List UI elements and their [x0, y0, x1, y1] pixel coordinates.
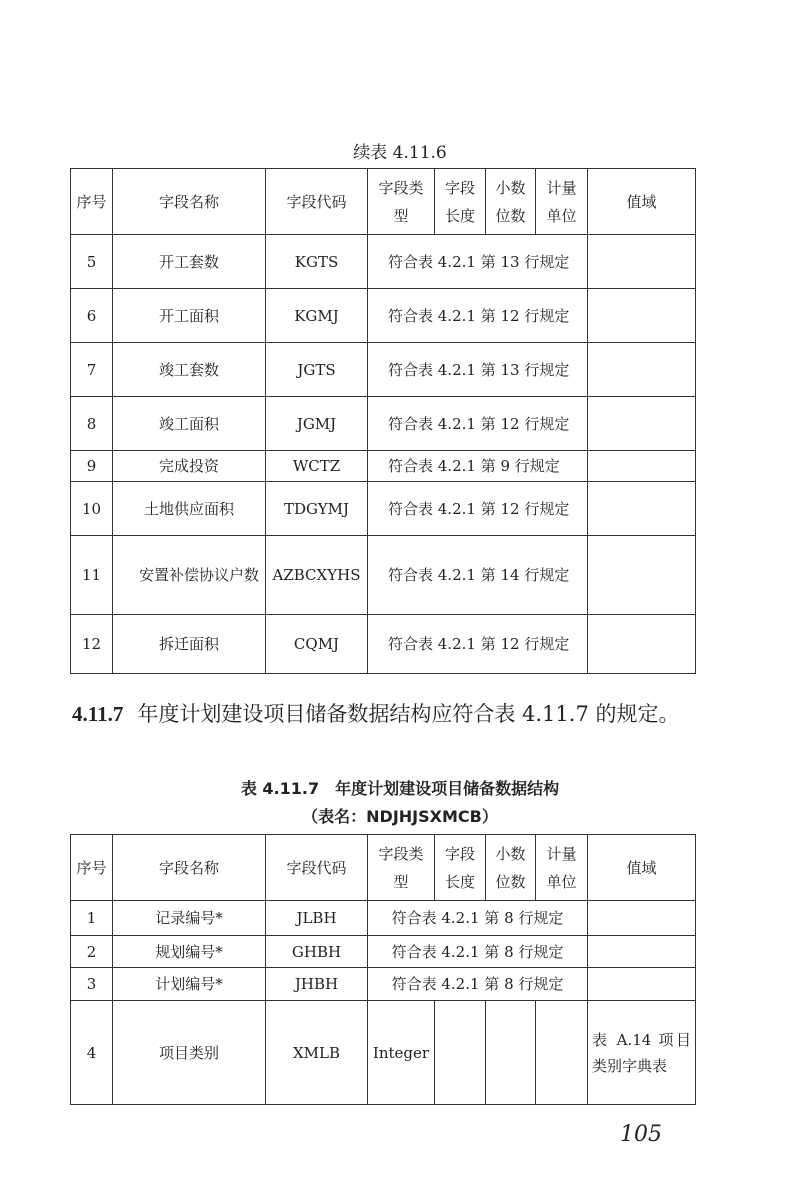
- table-cell: 符合表 4.2.1 第 12 行规定: [368, 397, 588, 451]
- table-cell: JGMJ: [266, 397, 368, 451]
- header-cell: 值域: [588, 835, 696, 901]
- table-cell: JHBH: [266, 968, 368, 1001]
- section-paragraph: [72, 696, 702, 732]
- table-cell: [588, 451, 696, 482]
- table-subcaption: （表名：NDJHJSXMCB）: [302, 807, 498, 826]
- table-row: [71, 1001, 696, 1105]
- table-cell: 2: [71, 936, 113, 968]
- table-cell: 计划编号*: [113, 968, 266, 1001]
- table-cell: CQMJ: [266, 615, 368, 674]
- table-cell: 符合表 4.2.1 第 12 行规定: [368, 482, 588, 536]
- section-number: 4.11.7: [72, 702, 124, 726]
- table-cell: 安置补偿协议户数: [113, 536, 266, 615]
- table-cell: 4: [71, 1001, 113, 1105]
- table-cell: 符合表 4.2.1 第 8 行规定: [368, 936, 588, 968]
- table-cell: [588, 936, 696, 968]
- table-cell: [536, 1001, 588, 1105]
- table-cell: 符合表 4.2.1 第 8 行规定: [368, 901, 588, 936]
- table-cell: 记录编号*: [113, 901, 266, 936]
- table-cell: 拆迁面积: [113, 615, 266, 674]
- table-cell: 5: [71, 235, 113, 289]
- table-row: [71, 482, 696, 536]
- table-cell: 3: [71, 968, 113, 1001]
- table-row: [71, 536, 696, 615]
- table-cell: 开工套数: [113, 235, 266, 289]
- table-cell: 项目类别: [113, 1001, 266, 1105]
- table-row: [71, 968, 696, 1001]
- table-4-11-7: [70, 834, 696, 1105]
- table-cell: 符合表 4.2.1 第 8 行规定: [368, 968, 588, 1001]
- table-cell: 6: [71, 289, 113, 343]
- table-cell: 规划编号*: [113, 936, 266, 968]
- table-caption: 续表 4.11.6: [353, 143, 447, 163]
- page-number: 105: [620, 1122, 662, 1147]
- header-cell: 序号: [71, 835, 113, 901]
- section-text: 年度计划建设项目储备数据结构应符合表 4.11.7 的规定。: [137, 702, 680, 726]
- table-cell: JGTS: [266, 343, 368, 397]
- table-cell: GHBH: [266, 936, 368, 968]
- header-cell: 计量单位: [536, 835, 588, 901]
- header-cell: 字段类型: [368, 169, 435, 235]
- table-cell: KGMJ: [266, 289, 368, 343]
- table-cell: TDGYMJ: [266, 482, 368, 536]
- table-cell: [588, 397, 696, 451]
- table-header-row: [71, 835, 696, 901]
- table-cell: 9: [71, 451, 113, 482]
- table-cell: JLBH: [266, 901, 368, 936]
- header-cell: 值域: [588, 169, 696, 235]
- table-cell: 符合表 4.2.1 第 9 行规定: [368, 451, 588, 482]
- table-cell: 符合表 4.2.1 第 13 行规定: [368, 343, 588, 397]
- table-cell: 竣工面积: [113, 397, 266, 451]
- table-cell: 1: [71, 901, 113, 936]
- table-cell: 10: [71, 482, 113, 536]
- header-cell: 字段长度: [435, 169, 486, 235]
- table-cell: 开工面积: [113, 289, 266, 343]
- table-cell: 12: [71, 615, 113, 674]
- header-cell: 字段长度: [435, 835, 486, 901]
- header-cell: 计量单位: [536, 169, 588, 235]
- header-cell: 字段名称: [113, 169, 266, 235]
- table-cell: 竣工套数: [113, 343, 266, 397]
- table-cell: [588, 968, 696, 1001]
- table-caption: 表 4.11.7 年度计划建设项目储备数据结构: [240, 779, 560, 798]
- continued-table-4-11-6: [70, 168, 696, 674]
- table-cell: 完成投资: [113, 451, 266, 482]
- table-cell: 7: [71, 343, 113, 397]
- table-cell: [588, 615, 696, 674]
- header-cell: 字段名称: [113, 835, 266, 901]
- table-cell: 土地供应面积: [113, 482, 266, 536]
- table-header-row: [71, 169, 696, 235]
- table-cell: [588, 536, 696, 615]
- table-cell: [486, 1001, 536, 1105]
- header-cell: 字段代码: [266, 169, 368, 235]
- header-cell: 序号: [71, 169, 113, 235]
- header-cell: 字段类型: [368, 835, 435, 901]
- table-cell: 表 A.14 项目类别字典表: [588, 1001, 696, 1105]
- header-cell: 字段代码: [266, 835, 368, 901]
- table-cell: AZBCXYHS: [266, 536, 368, 615]
- table-cell: WCTZ: [266, 451, 368, 482]
- table-cell: 符合表 4.2.1 第 12 行规定: [368, 289, 588, 343]
- table-row: [71, 235, 696, 289]
- table-cell: [588, 343, 696, 397]
- table-cell: KGTS: [266, 235, 368, 289]
- table-row: [71, 936, 696, 968]
- table-cell: [588, 901, 696, 936]
- table-cell: XMLB: [266, 1001, 368, 1105]
- header-cell: 小数位数: [486, 169, 536, 235]
- table-cell: 8: [71, 397, 113, 451]
- table-row: [71, 615, 696, 674]
- table-cell: 11: [71, 536, 113, 615]
- table-row: [71, 397, 696, 451]
- header-cell: 小数位数: [486, 835, 536, 901]
- table-row: [71, 343, 696, 397]
- table-row: [71, 451, 696, 482]
- table-cell: [588, 482, 696, 536]
- table-row: [71, 289, 696, 343]
- table-cell: 符合表 4.2.1 第 14 行规定: [368, 536, 588, 615]
- table-cell: [588, 289, 696, 343]
- table-cell: [435, 1001, 486, 1105]
- table-cell: 符合表 4.2.1 第 12 行规定: [368, 615, 588, 674]
- table-cell: Integer: [368, 1001, 435, 1105]
- table-row: [71, 901, 696, 936]
- table-cell: 符合表 4.2.1 第 13 行规定: [368, 235, 588, 289]
- table-cell: [588, 235, 696, 289]
